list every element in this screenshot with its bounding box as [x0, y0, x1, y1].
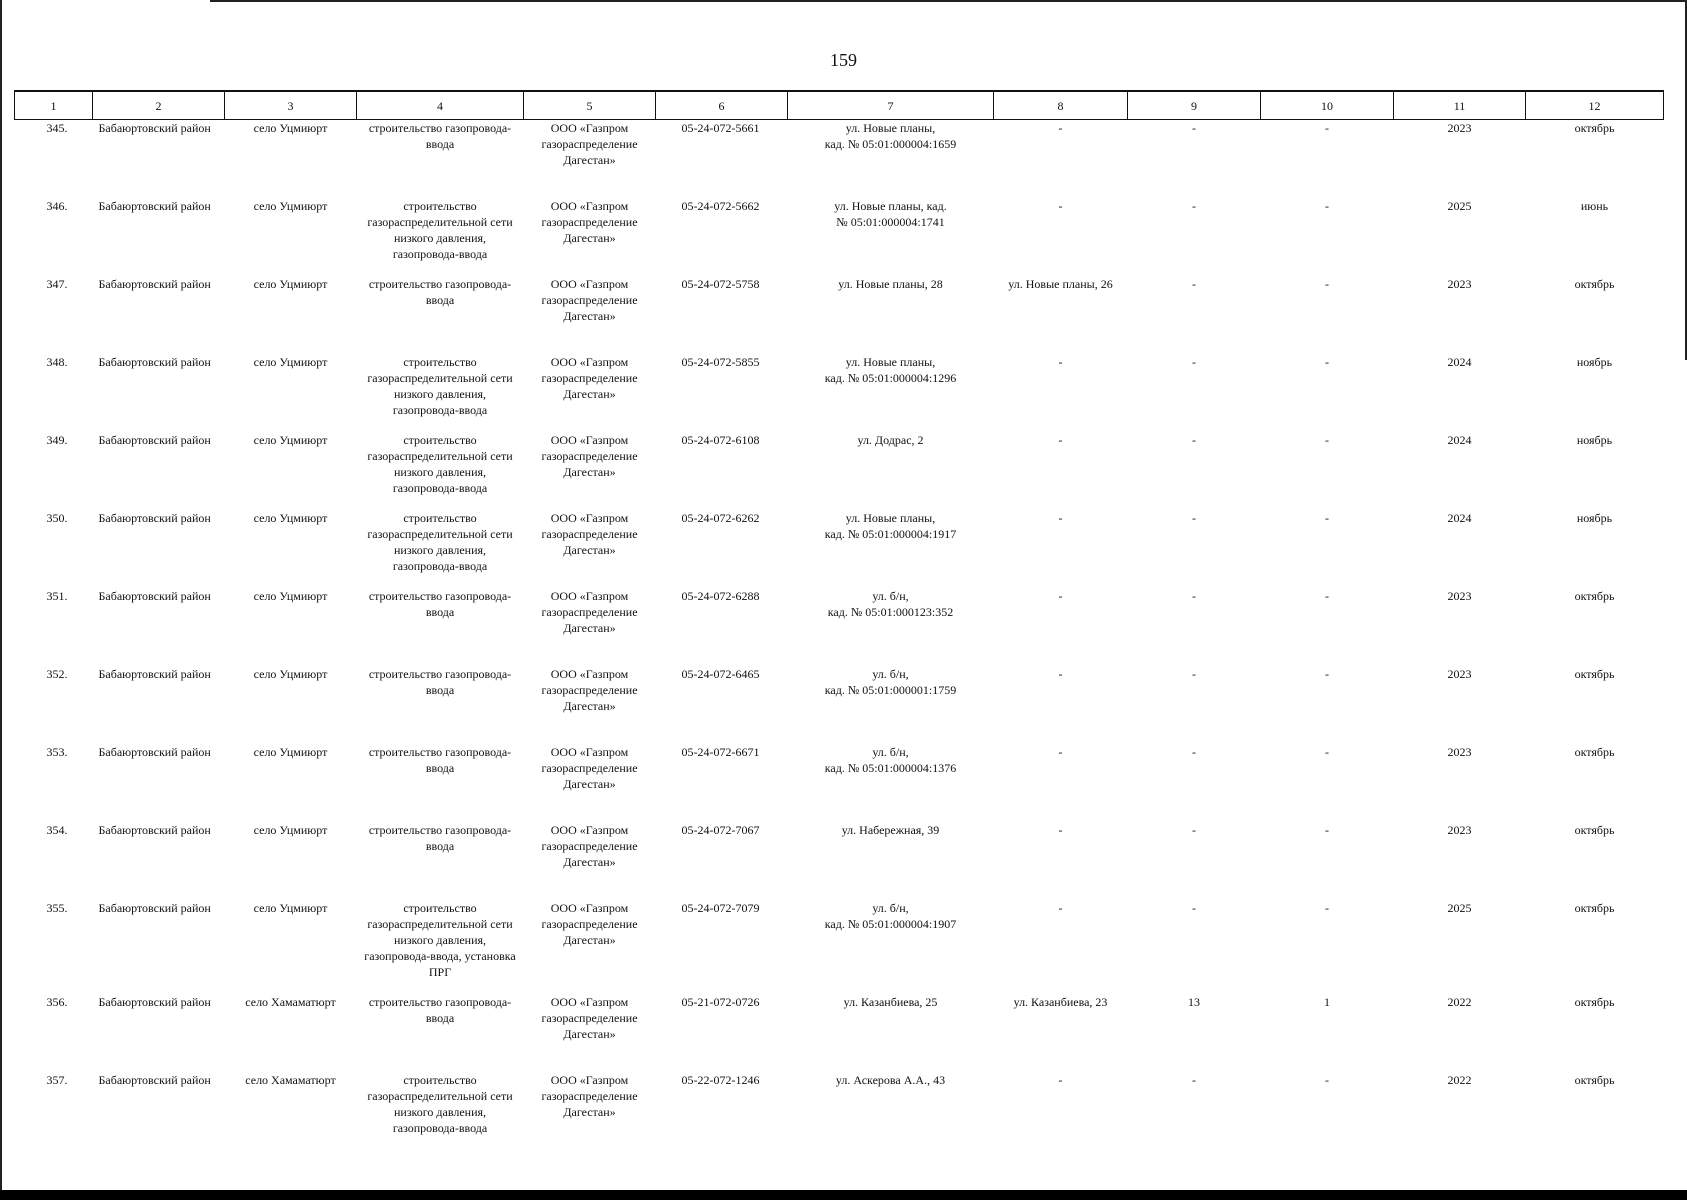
district-cell: Бабаюртовский район [98, 1073, 211, 1087]
table-body [15, 120, 1664, 1151]
table-row [15, 900, 1664, 994]
col10-cell: - [1325, 355, 1329, 369]
work-type-cell-line: газопровода-ввода, установка [364, 949, 516, 963]
address-cell [788, 198, 994, 276]
col9-cell: - [1192, 589, 1196, 603]
work-type-cell [357, 900, 524, 994]
organization-cell-line: ООО «Газпром [550, 511, 629, 525]
object-code-cell: 05-24-072-5758 [681, 277, 760, 291]
month-cell: ноябрь [1576, 355, 1613, 369]
organization-cell [524, 354, 656, 432]
work-type-cell-line: газораспределительной сети [367, 917, 513, 931]
col9-cell: - [1192, 355, 1196, 369]
address-cell [788, 744, 994, 822]
left-scan-edge [0, 0, 2, 1200]
col9-cell: 13 [1188, 995, 1200, 1009]
work-type-cell [357, 432, 524, 510]
table-row [15, 432, 1664, 510]
settlement-cell: село Уцмиюрт [253, 433, 328, 447]
year-cell: 2024 [1447, 433, 1472, 447]
organization-cell-line: Дагестан» [563, 153, 616, 167]
address-cell-line: ул. Новые планы, 28 [838, 277, 943, 291]
district-cell: Бабаюртовский район [98, 901, 211, 915]
col10-cell: - [1325, 511, 1329, 525]
organization-cell-line: Дагестан» [563, 933, 616, 947]
object-code-cell: 05-24-072-6671 [681, 745, 760, 759]
work-type-cell [357, 1072, 524, 1150]
work-type-cell-line: строительство газопровода- [368, 823, 512, 837]
work-type-cell [357, 666, 524, 744]
district-cell: Бабаюртовский район [98, 277, 211, 291]
object-code-cell: 05-24-072-5662 [681, 199, 760, 213]
col9-cell: - [1192, 901, 1196, 915]
month-cell: июнь [1580, 199, 1609, 213]
work-type-cell [357, 276, 524, 354]
work-type-cell-line: строительство газопровода- [368, 995, 512, 1009]
address-cell-line: ул. Додрас, 2 [857, 433, 924, 447]
organization-cell [524, 276, 656, 354]
work-type-cell-line: газопровода-ввода [392, 559, 488, 573]
organization-cell-line: Дагестан» [563, 1027, 616, 1041]
row-number: 351. [46, 589, 68, 603]
organization-cell-line: ООО «Газпром [550, 589, 629, 603]
year-cell: 2023 [1447, 589, 1472, 603]
col8-cell: - [1058, 433, 1063, 447]
col-header: 3 [225, 91, 357, 120]
settlement-cell: село Уцмиюрт [253, 199, 328, 213]
year-cell: 2025 [1447, 901, 1472, 915]
table-row [15, 276, 1664, 354]
col8-cell: - [1058, 511, 1063, 525]
district-cell: Бабаюртовский район [98, 121, 211, 135]
work-type-cell-line: низкого давления, [393, 543, 487, 557]
district-cell: Бабаюртовский район [98, 355, 211, 369]
organization-cell-line: ООО «Газпром [550, 667, 629, 681]
month-cell: октябрь [1574, 277, 1615, 291]
work-type-cell-line: низкого давления, [393, 933, 487, 947]
work-type-cell-line: строительство газопровода- [368, 745, 512, 759]
address-cell [788, 994, 994, 1072]
address-cell-line: ул. б/н, [872, 589, 909, 603]
col8-cell: - [1058, 355, 1063, 369]
col-header: 8 [994, 91, 1128, 120]
col8-cell: ул. Новые планы, 26 [1008, 277, 1113, 291]
col8-cell: - [1058, 901, 1063, 915]
year-cell: 2022 [1447, 995, 1472, 1009]
address-cell-line: ул. Аскерова А.А., 43 [835, 1073, 946, 1087]
year-cell: 2023 [1447, 121, 1472, 135]
address-cell [788, 510, 994, 588]
year-cell: 2023 [1447, 277, 1472, 291]
object-code-cell: 05-22-072-1246 [681, 1073, 760, 1087]
address-cell-line: ул. Новые планы, [845, 355, 936, 369]
work-type-cell-line: строительство [403, 199, 477, 213]
work-type-cell-line: строительство [403, 355, 477, 369]
organization-cell [524, 744, 656, 822]
year-cell: 2022 [1447, 1073, 1472, 1087]
object-code-cell: 05-24-072-6288 [681, 589, 760, 603]
organization-cell [524, 510, 656, 588]
settlement-cell: село Хамаматюрт [245, 995, 336, 1009]
address-cell-line: ул. Новые планы, кад. [834, 199, 947, 213]
table-row [15, 588, 1664, 666]
address-cell [788, 432, 994, 510]
address-cell-line: № 05:01:000004:1741 [836, 215, 945, 229]
row-number: 348. [46, 355, 68, 369]
settlement-cell: село Уцмиюрт [253, 823, 328, 837]
page-number: 159 [830, 50, 857, 70]
work-type-cell [357, 822, 524, 900]
year-cell: 2025 [1447, 199, 1472, 213]
month-cell: октябрь [1574, 121, 1615, 135]
settlement-cell: село Уцмиюрт [253, 745, 328, 759]
col8-cell: - [1058, 745, 1063, 759]
organization-cell-line: Дагестан» [563, 309, 616, 323]
work-type-cell [357, 744, 524, 822]
organization-cell-line: ООО «Газпром [550, 199, 629, 213]
col9-cell: - [1192, 199, 1196, 213]
address-cell-line: ул. б/н, [872, 667, 909, 681]
work-type-cell-line: строительство газопровода- [368, 121, 512, 135]
object-code-cell: 05-24-072-6108 [681, 433, 760, 447]
settlement-cell: село Уцмиюрт [253, 277, 328, 291]
year-cell: 2024 [1447, 355, 1472, 369]
address-cell [788, 354, 994, 432]
district-cell: Бабаюртовский район [98, 745, 211, 759]
row-number: 352. [46, 667, 68, 681]
address-cell-line: кад. № 05:01:000004:1296 [824, 371, 957, 385]
organization-cell-line: газораспределение [541, 137, 638, 151]
organization-cell-line: Дагестан» [563, 543, 616, 557]
work-type-cell-line: ПРГ [428, 965, 452, 979]
work-type-cell-line: строительство [403, 511, 477, 525]
col-header: 9 [1128, 91, 1261, 120]
organization-cell [524, 666, 656, 744]
settlement-cell: село Уцмиюрт [253, 901, 328, 915]
organization-cell-line: ООО «Газпром [550, 355, 629, 369]
organization-cell [524, 120, 656, 199]
col9-cell: - [1192, 1073, 1196, 1087]
work-type-cell-line: низкого давления, [393, 1105, 487, 1119]
col9-cell: - [1192, 745, 1196, 759]
organization-cell-line: газораспределение [541, 371, 638, 385]
row-number: 356. [46, 995, 68, 1009]
organization-cell-line: Дагестан» [563, 1105, 616, 1119]
month-cell: октябрь [1574, 995, 1615, 1009]
object-code-cell: 05-21-072-0726 [681, 995, 760, 1009]
organization-cell-line: Дагестан» [563, 387, 616, 401]
organization-cell-line: газораспределение [541, 527, 638, 541]
organization-cell-line: газораспределение [541, 761, 638, 775]
col9-cell: - [1192, 511, 1196, 525]
address-cell-line: ул. Новые планы, [845, 511, 936, 525]
col9-cell: - [1192, 277, 1196, 291]
work-type-cell-line: газораспределительной сети [367, 449, 513, 463]
table-row [15, 744, 1664, 822]
table-row [15, 198, 1664, 276]
organization-cell-line: ООО «Газпром [550, 1073, 629, 1087]
district-cell: Бабаюртовский район [98, 667, 211, 681]
top-scan-rule [210, 0, 1687, 2]
month-cell: октябрь [1574, 667, 1615, 681]
work-type-cell [357, 510, 524, 588]
district-cell: Бабаюртовский район [98, 589, 211, 603]
address-cell-line: ул. Новые планы, [845, 121, 936, 135]
address-cell-line: ул. б/н, [872, 745, 909, 759]
organization-cell-line: ООО «Газпром [550, 277, 629, 291]
col-header: 7 [788, 91, 994, 120]
table-row [15, 1072, 1664, 1150]
organization-cell-line: газораспределение [541, 839, 638, 853]
month-cell: ноябрь [1576, 511, 1613, 525]
work-type-cell-line: строительство [403, 433, 477, 447]
district-cell: Бабаюртовский район [98, 511, 211, 525]
col10-cell: - [1325, 1073, 1329, 1087]
col10-cell: - [1325, 277, 1329, 291]
address-cell-line: кад. № 05:01:000004:1907 [824, 917, 957, 931]
object-code-cell: 05-24-072-5855 [681, 355, 760, 369]
col10-cell: - [1325, 901, 1329, 915]
work-type-cell-line: газопровода-ввода [392, 481, 488, 495]
organization-cell-line: Дагестан» [563, 465, 616, 479]
work-type-cell [357, 120, 524, 199]
address-cell [788, 1072, 994, 1150]
object-code-cell: 05-24-072-5661 [681, 121, 760, 135]
table-row [15, 666, 1664, 744]
work-type-cell-line: строительство газопровода- [368, 667, 512, 681]
row-number: 353. [46, 745, 68, 759]
table-row [15, 994, 1664, 1072]
month-cell: октябрь [1574, 745, 1615, 759]
work-type-cell-line: строительство [403, 1073, 477, 1087]
col10-cell: - [1325, 589, 1329, 603]
col-header: 11 [1394, 91, 1526, 120]
organization-cell-line: ООО «Газпром [550, 995, 629, 1009]
organization-cell-line: газораспределение [541, 215, 638, 229]
organization-cell-line: газораспределение [541, 1011, 638, 1025]
col8-cell: - [1058, 1073, 1063, 1087]
object-code-cell: 05-24-072-6262 [681, 511, 760, 525]
col9-cell: - [1192, 433, 1196, 447]
year-cell: 2024 [1447, 511, 1472, 525]
work-type-cell-line: низкого давления, [393, 231, 487, 245]
col-header: 10 [1261, 91, 1394, 120]
col10-cell: - [1325, 667, 1329, 681]
col8-cell: ул. Казанбиева, 23 [1013, 995, 1108, 1009]
col-header: 12 [1526, 91, 1664, 120]
col10-cell: - [1325, 433, 1329, 447]
col8-cell: - [1058, 199, 1063, 213]
work-type-cell [357, 198, 524, 276]
work-type-cell-line: газораспределительной сети [367, 215, 513, 229]
work-type-cell-line: низкого давления, [393, 387, 487, 401]
row-number: 350. [46, 511, 68, 525]
col10-cell: - [1325, 823, 1329, 837]
work-type-cell-line: газопровода-ввода [392, 1121, 488, 1135]
address-cell [788, 120, 994, 199]
row-number: 357. [46, 1073, 68, 1087]
address-cell-line: кад. № 05:01:000001:1759 [824, 683, 957, 697]
month-cell: ноябрь [1576, 433, 1613, 447]
row-number: 347. [46, 277, 68, 291]
col8-cell: - [1058, 667, 1063, 681]
organization-cell [524, 198, 656, 276]
work-type-cell-line: газораспределительной сети [367, 371, 513, 385]
col10-cell: - [1325, 745, 1329, 759]
organization-cell-line: газораспределение [541, 1089, 638, 1103]
organization-cell-line: ООО «Газпром [550, 121, 629, 135]
year-cell: 2023 [1447, 667, 1472, 681]
address-cell-line: кад. № 05:01:000004:1659 [824, 137, 957, 151]
organization-cell-line: ООО «Газпром [550, 433, 629, 447]
work-type-cell-line: ввода [425, 137, 455, 151]
col-header: 2 [93, 91, 225, 120]
settlement-cell: село Уцмиюрт [253, 121, 328, 135]
organization-cell-line: газораспределение [541, 605, 638, 619]
address-cell-line: кад. № 05:01:000123:352 [827, 605, 954, 619]
month-cell: октябрь [1574, 589, 1615, 603]
work-type-cell-line: газораспределительной сети [367, 1089, 513, 1103]
col-header: 6 [656, 91, 788, 120]
organization-cell-line: Дагестан» [563, 855, 616, 869]
address-cell [788, 588, 994, 666]
district-cell: Бабаюртовский район [98, 823, 211, 837]
month-cell: октябрь [1574, 823, 1615, 837]
settlement-cell: село Уцмиюрт [253, 355, 328, 369]
col10-cell: 1 [1324, 995, 1330, 1009]
address-cell-line: кад. № 05:01:000004:1917 [824, 527, 957, 541]
row-number: 345. [46, 121, 68, 135]
organization-cell-line: ООО «Газпром [550, 901, 629, 915]
address-cell [788, 822, 994, 900]
address-cell [788, 900, 994, 994]
organization-cell [524, 900, 656, 994]
organization-cell [524, 994, 656, 1072]
district-cell: Бабаюртовский район [98, 995, 211, 1009]
address-cell [788, 666, 994, 744]
work-type-cell-line: низкого давления, [393, 465, 487, 479]
organization-cell-line: Дагестан» [563, 777, 616, 791]
organization-cell-line: ООО «Газпром [550, 823, 629, 837]
work-type-cell-line: газопровода-ввода [392, 247, 488, 261]
address-cell [788, 276, 994, 354]
organization-cell [524, 432, 656, 510]
work-type-cell [357, 994, 524, 1072]
object-code-cell: 05-24-072-7067 [681, 823, 760, 837]
year-cell: 2023 [1447, 823, 1472, 837]
object-code-cell: 05-24-072-7079 [681, 901, 760, 915]
col9-cell: - [1192, 667, 1196, 681]
col-header: 4 [357, 91, 524, 120]
work-type-cell-line: ввода [425, 293, 455, 307]
work-type-cell-line: ввода [425, 761, 455, 775]
organization-cell-line: ООО «Газпром [550, 745, 629, 759]
organization-cell-line: газораспределение [541, 449, 638, 463]
month-cell: октябрь [1574, 901, 1615, 915]
work-type-cell-line: ввода [425, 683, 455, 697]
work-type-cell-line: ввода [425, 605, 455, 619]
month-cell: октябрь [1574, 1073, 1615, 1087]
col9-cell: - [1192, 823, 1196, 837]
address-cell-line: кад. № 05:01:000004:1376 [824, 761, 957, 775]
work-type-cell [357, 588, 524, 666]
table-row [15, 354, 1664, 432]
work-type-cell-line: строительство газопровода- [368, 589, 512, 603]
organization-cell-line: Дагестан» [563, 699, 616, 713]
work-type-cell-line: строительство газопровода- [368, 277, 512, 291]
organization-cell-line: газораспределение [541, 917, 638, 931]
work-type-cell-line: ввода [425, 839, 455, 853]
row-number: 346. [46, 199, 68, 213]
object-code-cell: 05-24-072-6465 [681, 667, 760, 681]
table-row [15, 822, 1664, 900]
district-cell: Бабаюртовский район [98, 199, 211, 213]
col9-cell: - [1192, 121, 1196, 135]
table-row [15, 510, 1664, 588]
col-header: 1 [15, 91, 93, 120]
address-cell-line: ул. б/н, [872, 901, 909, 915]
col10-cell: - [1325, 199, 1329, 213]
row-number: 355. [46, 901, 68, 915]
settlement-cell: село Хамаматюрт [245, 1073, 336, 1087]
organization-cell-line: газораспределение [541, 293, 638, 307]
col-header: 5 [524, 91, 656, 120]
organization-cell [524, 1072, 656, 1150]
work-type-cell-line: газопровода-ввода [392, 403, 488, 417]
table-row [15, 120, 1664, 199]
column-number-row [15, 91, 1664, 120]
row-number: 349. [46, 433, 68, 447]
work-type-cell-line: строительство [403, 901, 477, 915]
organization-cell [524, 588, 656, 666]
row-number: 354. [46, 823, 68, 837]
col8-cell: - [1058, 121, 1063, 135]
col8-cell: - [1058, 823, 1063, 837]
address-cell-line: ул. Казанбиева, 25 [843, 995, 938, 1009]
organization-cell-line: Дагестан» [563, 621, 616, 635]
year-cell: 2023 [1447, 745, 1472, 759]
district-cell: Бабаюртовский район [98, 433, 211, 447]
settlement-cell: село Уцмиюрт [253, 589, 328, 603]
register-table [14, 90, 1664, 1150]
organization-cell-line: Дагестан» [563, 231, 616, 245]
organization-cell-line: газораспределение [541, 683, 638, 697]
work-type-cell [357, 354, 524, 432]
work-type-cell-line: газораспределительной сети [367, 527, 513, 541]
bottom-scan-band [0, 1190, 1687, 1200]
organization-cell [524, 822, 656, 900]
settlement-cell: село Уцмиюрт [253, 511, 328, 525]
address-cell-line: ул. Набережная, 39 [841, 823, 940, 837]
settlement-cell: село Уцмиюрт [253, 667, 328, 681]
col8-cell: - [1058, 589, 1063, 603]
col10-cell: - [1325, 121, 1329, 135]
work-type-cell-line: ввода [425, 1011, 455, 1025]
